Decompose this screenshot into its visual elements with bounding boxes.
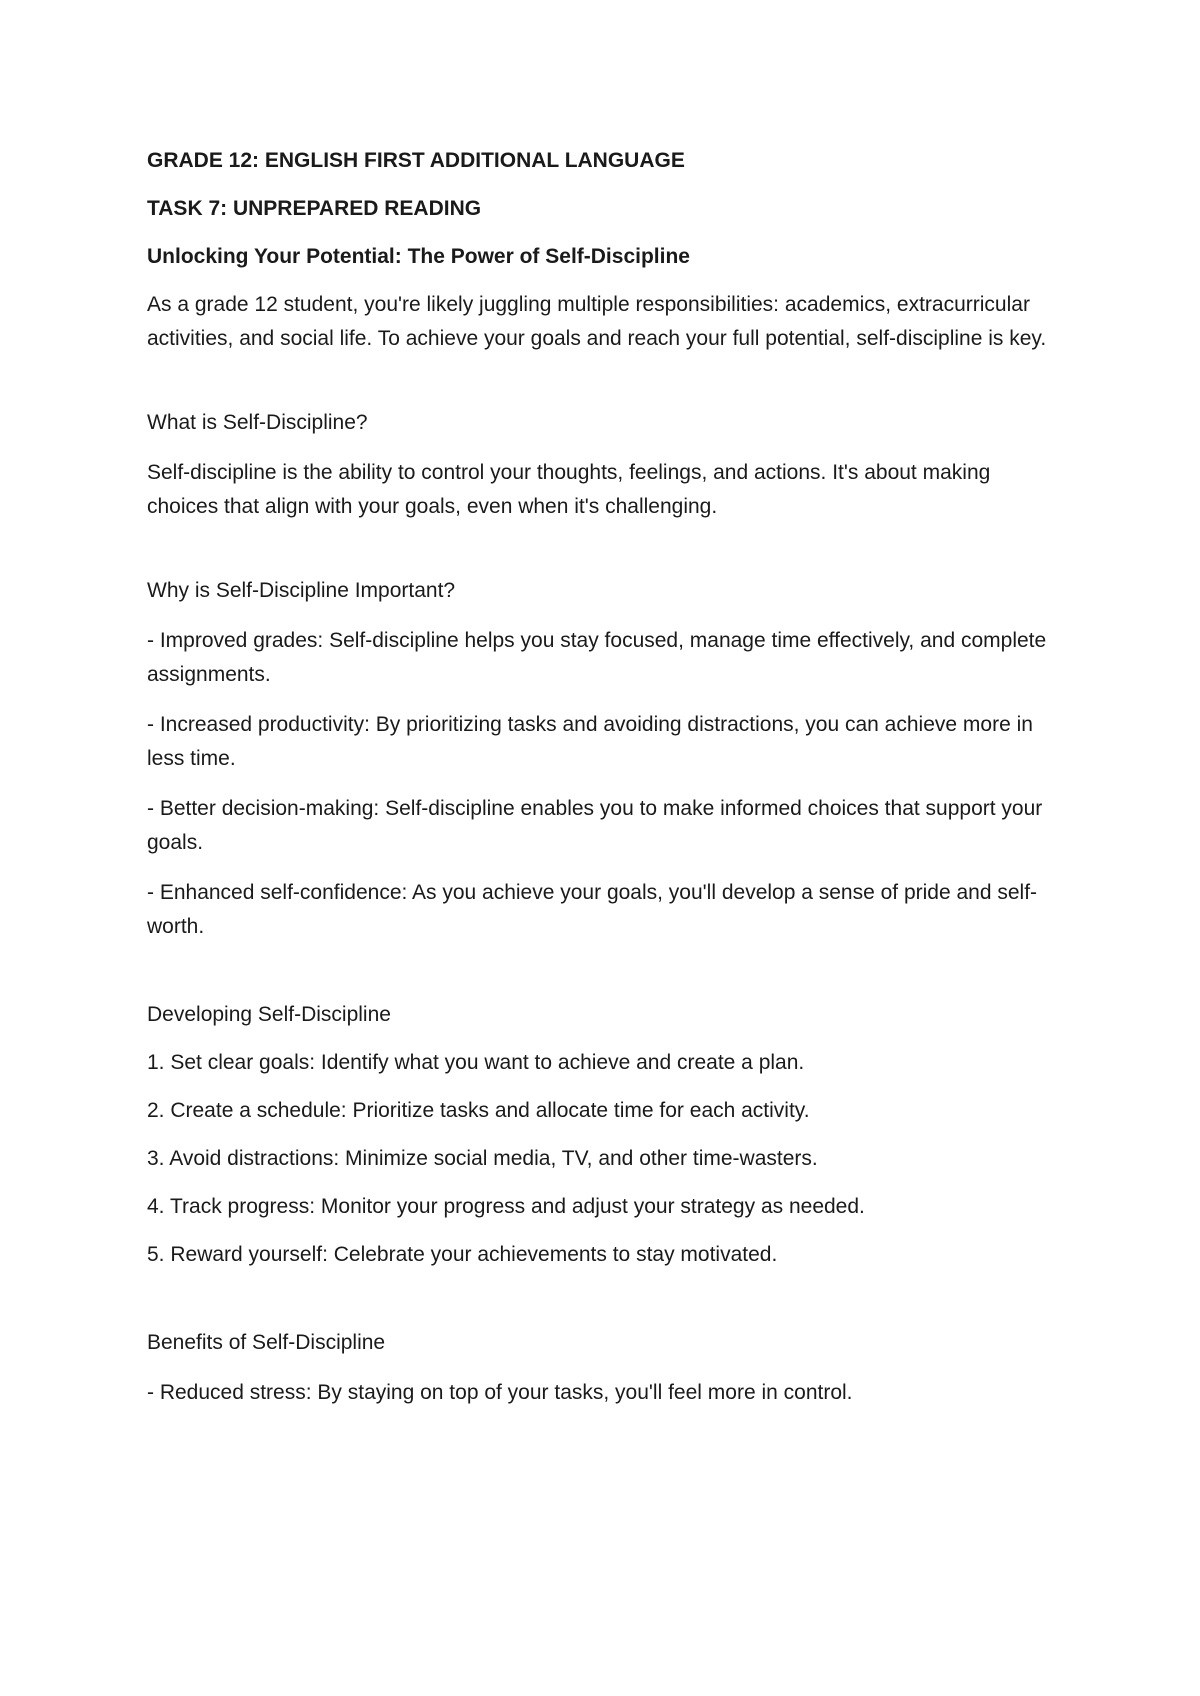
article-title: Unlocking Your Potential: The Power of Self-Discipline xyxy=(147,245,690,268)
numbered-item: 4. Track progress: Monitor your progress and adjust your strategy as needed. xyxy=(147,1195,865,1218)
section-heading-developing: Developing Self-Discipline xyxy=(147,1003,391,1026)
section-paragraph-what-is: Self-discipline is the ability to control your thoughts, feelings, and actions. It's about making choices that align with your goals, even when it's challenging. xyxy=(147,461,991,518)
list-item: - Enhanced self-confidence: As you achieve your goals, you'll develop a sense of pride and self-worth. xyxy=(147,881,1038,938)
numbered-item: 1. Set clear goals: Identify what you want to achieve and create a plan. xyxy=(147,1051,805,1074)
list-item: - Improved grades: Self-discipline helps you stay focused, manage time effectively, and complete assignments. xyxy=(147,629,1047,686)
intro-paragraph: As a grade 12 student, you're likely juggling multiple responsibilities: academics, extracurricular activities, and social life. To achieve your goals and reach your full potential, self-discipline is key. xyxy=(147,293,1047,350)
document-body xyxy=(147,144,1067,1410)
section-heading-why-important: Why is Self-Discipline Important? xyxy=(147,579,456,602)
task-heading: TASK 7: UNPREPARED READING xyxy=(147,197,482,220)
list-item: - Better decision-making: Self-discipline enables you to make informed choices that support your goals. xyxy=(147,797,1043,854)
grade-heading: GRADE 12: ENGLISH FIRST ADDITIONAL LANGUAGE xyxy=(147,149,685,172)
numbered-item: 3. Avoid distractions: Minimize social media, TV, and other time-wasters. xyxy=(147,1147,818,1170)
section-heading-benefits: Benefits of Self-Discipline xyxy=(147,1331,386,1354)
list-item: - Increased productivity: By prioritizing tasks and avoiding distractions, you can achieve more in less time. xyxy=(147,713,1033,770)
list-item: - Reduced stress: By staying on top of your tasks, you'll feel more in control. xyxy=(147,1381,853,1404)
section-heading-what-is: What is Self-Discipline? xyxy=(147,411,368,434)
numbered-item: 2. Create a schedule: Prioritize tasks and allocate time for each activity. xyxy=(147,1099,810,1122)
numbered-item: 5. Reward yourself: Celebrate your achievements to stay motivated. xyxy=(147,1243,778,1266)
